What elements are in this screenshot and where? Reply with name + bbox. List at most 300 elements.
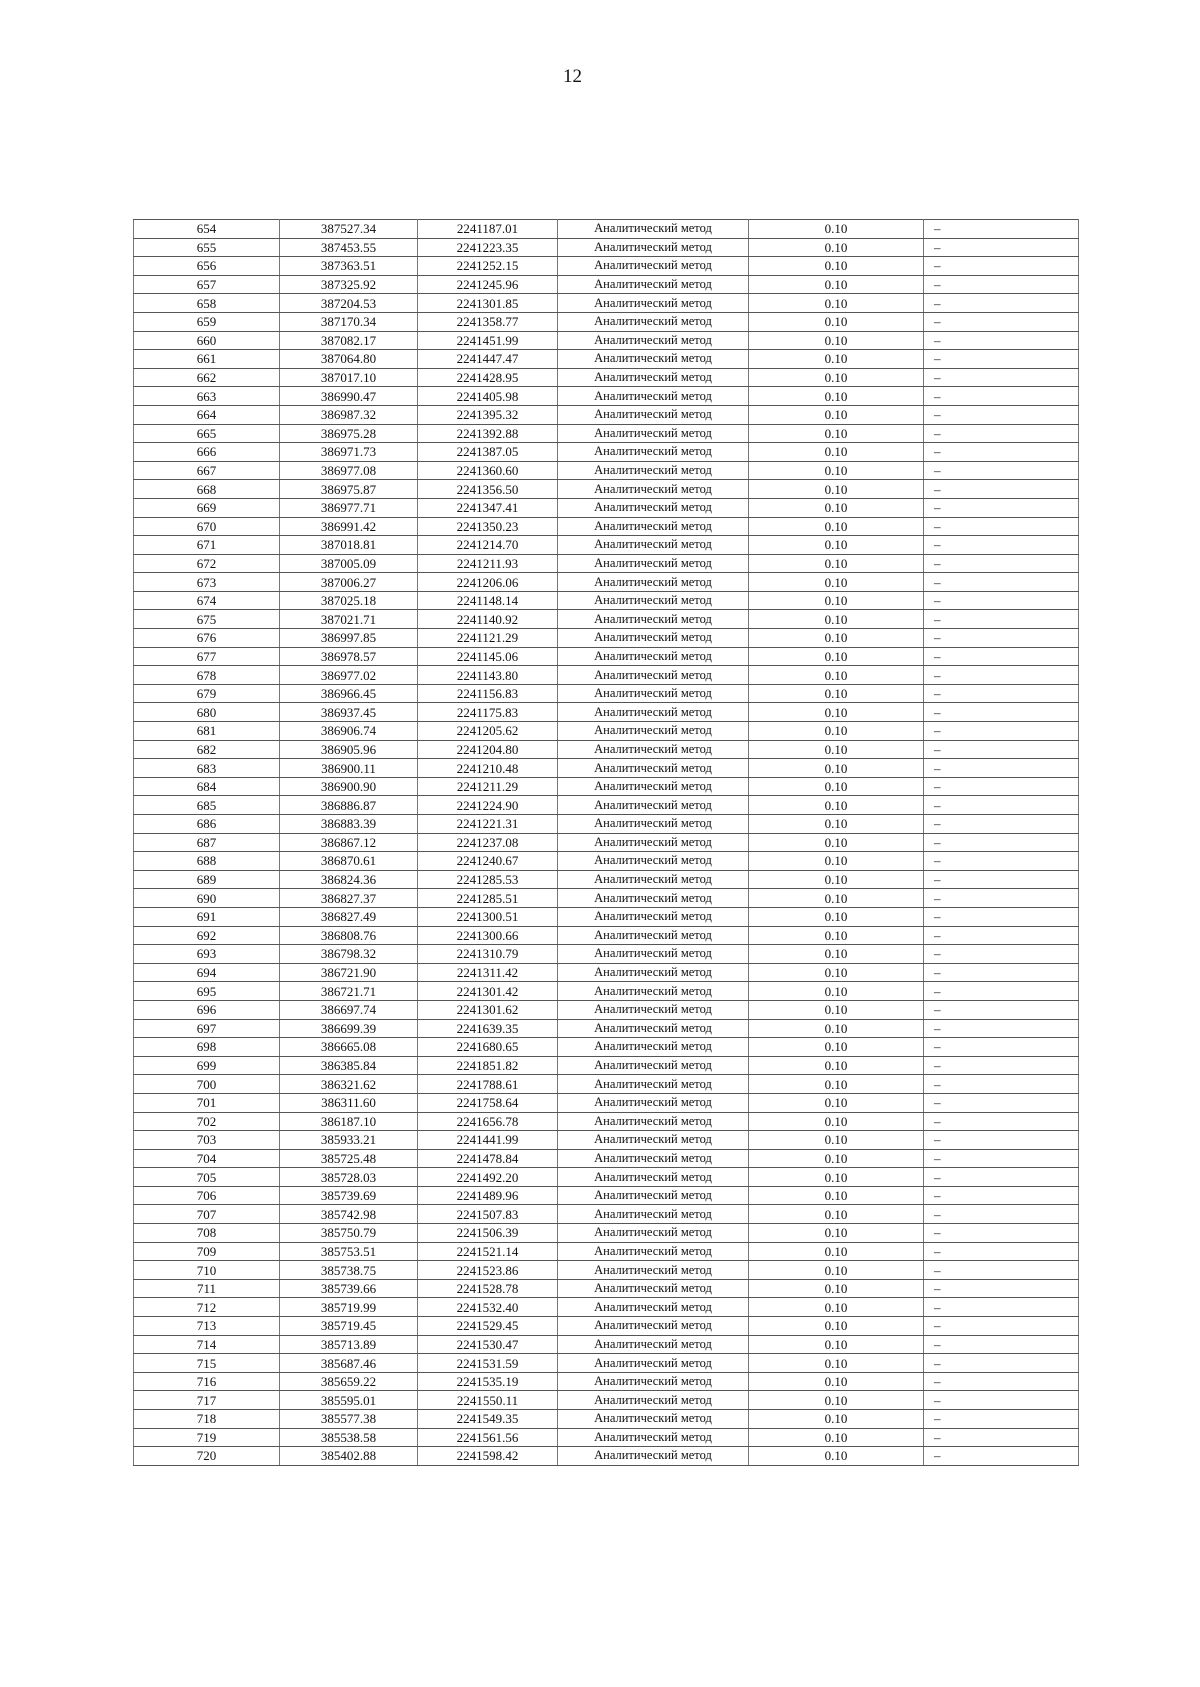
note-cell: – (924, 331, 1079, 350)
accuracy-cell: 0.10 (749, 1224, 924, 1243)
method-cell: Аналитический метод (558, 926, 749, 945)
method-cell: Аналитический метод (558, 1279, 749, 1298)
point-number-cell: 668 (134, 480, 280, 499)
point-number-cell: 663 (134, 387, 280, 406)
note-cell: – (924, 759, 1079, 778)
note-cell: – (924, 1075, 1079, 1094)
point-number-cell: 710 (134, 1261, 280, 1280)
note-cell: – (924, 536, 1079, 555)
point-number-cell: 704 (134, 1149, 280, 1168)
table-row (134, 945, 1079, 964)
note-cell: – (924, 833, 1079, 852)
x-coordinate-cell: 385538.58 (280, 1428, 418, 1447)
note-cell: – (924, 852, 1079, 871)
method-cell: Аналитический метод (558, 387, 749, 406)
y-coordinate-cell: 2241529.45 (418, 1317, 558, 1336)
accuracy-cell: 0.10 (749, 870, 924, 889)
x-coordinate-cell: 386937.45 (280, 703, 418, 722)
note-cell: – (924, 1428, 1079, 1447)
table-row (134, 554, 1079, 573)
point-number-cell: 697 (134, 1019, 280, 1038)
method-cell: Аналитический метод (558, 777, 749, 796)
x-coordinate-cell: 385728.03 (280, 1168, 418, 1187)
note-cell: – (924, 275, 1079, 294)
point-number-cell: 714 (134, 1335, 280, 1354)
method-cell: Аналитический метод (558, 666, 749, 685)
accuracy-cell: 0.10 (749, 573, 924, 592)
x-coordinate-cell: 385713.89 (280, 1335, 418, 1354)
note-cell: – (924, 945, 1079, 964)
accuracy-cell: 0.10 (749, 1149, 924, 1168)
note-cell: – (924, 870, 1079, 889)
point-number-cell: 715 (134, 1354, 280, 1373)
x-coordinate-cell: 385742.98 (280, 1205, 418, 1224)
note-cell: – (924, 1093, 1079, 1112)
table-row (134, 963, 1079, 982)
x-coordinate-cell: 387064.80 (280, 350, 418, 369)
y-coordinate-cell: 2241387.05 (418, 443, 558, 462)
note-cell: – (924, 684, 1079, 703)
note-cell: – (924, 1224, 1079, 1243)
method-cell: Аналитический метод (558, 1354, 749, 1373)
x-coordinate-cell: 386697.74 (280, 1000, 418, 1019)
accuracy-cell: 0.10 (749, 220, 924, 239)
y-coordinate-cell: 2241175.83 (418, 703, 558, 722)
accuracy-cell: 0.10 (749, 312, 924, 331)
note-cell: – (924, 1131, 1079, 1150)
method-cell: Аналитический метод (558, 703, 749, 722)
point-number-cell: 680 (134, 703, 280, 722)
accuracy-cell: 0.10 (749, 1000, 924, 1019)
method-cell: Аналитический метод (558, 815, 749, 834)
accuracy-cell: 0.10 (749, 238, 924, 257)
point-number-cell: 688 (134, 852, 280, 871)
method-cell: Аналитический метод (558, 591, 749, 610)
x-coordinate-cell: 385933.21 (280, 1131, 418, 1150)
table-row (134, 238, 1079, 257)
method-cell: Аналитический метод (558, 1205, 749, 1224)
x-coordinate-cell: 385595.01 (280, 1391, 418, 1410)
table-row (134, 220, 1079, 239)
y-coordinate-cell: 2241506.39 (418, 1224, 558, 1243)
point-number-cell: 687 (134, 833, 280, 852)
x-coordinate-cell: 386900.90 (280, 777, 418, 796)
accuracy-cell: 0.10 (749, 1131, 924, 1150)
x-coordinate-cell: 385739.69 (280, 1186, 418, 1205)
table-row (134, 1298, 1079, 1317)
y-coordinate-cell: 2241224.90 (418, 796, 558, 815)
y-coordinate-cell: 2241214.70 (418, 536, 558, 555)
note-cell: – (924, 1205, 1079, 1224)
accuracy-cell: 0.10 (749, 889, 924, 908)
x-coordinate-cell: 386900.11 (280, 759, 418, 778)
method-cell: Аналитический метод (558, 1242, 749, 1261)
page-number: 12 (563, 66, 582, 87)
method-cell: Аналитический метод (558, 443, 749, 462)
note-cell: – (924, 629, 1079, 648)
point-number-cell: 675 (134, 610, 280, 629)
x-coordinate-cell: 386721.71 (280, 982, 418, 1001)
accuracy-cell: 0.10 (749, 796, 924, 815)
accuracy-cell: 0.10 (749, 945, 924, 964)
accuracy-cell: 0.10 (749, 759, 924, 778)
method-cell: Аналитический метод (558, 1372, 749, 1391)
accuracy-cell: 0.10 (749, 722, 924, 741)
point-number-cell: 657 (134, 275, 280, 294)
table-row (134, 1372, 1079, 1391)
method-cell: Аналитический метод (558, 647, 749, 666)
table-row (134, 405, 1079, 424)
point-number-cell: 696 (134, 1000, 280, 1019)
point-number-cell: 661 (134, 350, 280, 369)
table-row (134, 740, 1079, 759)
note-cell: – (924, 703, 1079, 722)
method-cell: Аналитический метод (558, 796, 749, 815)
note-cell: – (924, 1410, 1079, 1429)
accuracy-cell: 0.10 (749, 777, 924, 796)
method-cell: Аналитический метод (558, 498, 749, 517)
x-coordinate-cell: 386827.37 (280, 889, 418, 908)
x-coordinate-cell: 386978.57 (280, 647, 418, 666)
accuracy-cell: 0.10 (749, 703, 924, 722)
table-row (134, 759, 1079, 778)
table-row (134, 926, 1079, 945)
point-number-cell: 679 (134, 684, 280, 703)
accuracy-cell: 0.10 (749, 926, 924, 945)
x-coordinate-cell: 386906.74 (280, 722, 418, 741)
method-cell: Аналитический метод (558, 1093, 749, 1112)
x-coordinate-cell: 386975.87 (280, 480, 418, 499)
table-row (134, 1317, 1079, 1336)
accuracy-cell: 0.10 (749, 1056, 924, 1075)
accuracy-cell: 0.10 (749, 1019, 924, 1038)
note-cell: – (924, 815, 1079, 834)
x-coordinate-cell: 385402.88 (280, 1447, 418, 1466)
method-cell: Аналитический метод (558, 424, 749, 443)
y-coordinate-cell: 2241140.92 (418, 610, 558, 629)
table-row (134, 1093, 1079, 1112)
y-coordinate-cell: 2241206.06 (418, 573, 558, 592)
method-cell: Аналитический метод (558, 1447, 749, 1466)
note-cell: – (924, 257, 1079, 276)
table-row (134, 1149, 1079, 1168)
note-cell: – (924, 1186, 1079, 1205)
table-row (134, 275, 1079, 294)
table-row (134, 517, 1079, 536)
point-number-cell: 681 (134, 722, 280, 741)
point-number-cell: 672 (134, 554, 280, 573)
point-number-cell: 691 (134, 907, 280, 926)
note-cell: – (924, 907, 1079, 926)
point-number-cell: 702 (134, 1112, 280, 1131)
method-cell: Аналитический метод (558, 1186, 749, 1205)
table-row (134, 461, 1079, 480)
accuracy-cell: 0.10 (749, 480, 924, 499)
table-row (134, 722, 1079, 741)
method-cell: Аналитический метод (558, 1056, 749, 1075)
table-row (134, 591, 1079, 610)
note-cell: – (924, 480, 1079, 499)
point-number-cell: 719 (134, 1428, 280, 1447)
accuracy-cell: 0.10 (749, 1410, 924, 1429)
x-coordinate-cell: 386977.71 (280, 498, 418, 517)
note-cell: – (924, 610, 1079, 629)
method-cell: Аналитический метод (558, 1000, 749, 1019)
point-number-cell: 665 (134, 424, 280, 443)
note-cell: – (924, 294, 1079, 313)
accuracy-cell: 0.10 (749, 815, 924, 834)
table-row (134, 480, 1079, 499)
x-coordinate-cell: 386311.60 (280, 1093, 418, 1112)
note-cell: – (924, 424, 1079, 443)
y-coordinate-cell: 2241121.29 (418, 629, 558, 648)
accuracy-cell: 0.10 (749, 536, 924, 555)
method-cell: Аналитический метод (558, 629, 749, 648)
method-cell: Аналитический метод (558, 945, 749, 964)
method-cell: Аналитический метод (558, 238, 749, 257)
point-number-cell: 720 (134, 1447, 280, 1466)
x-coordinate-cell: 386975.28 (280, 424, 418, 443)
y-coordinate-cell: 2241451.99 (418, 331, 558, 350)
method-cell: Аналитический метод (558, 536, 749, 555)
accuracy-cell: 0.10 (749, 443, 924, 462)
x-coordinate-cell: 387005.09 (280, 554, 418, 573)
note-cell: – (924, 573, 1079, 592)
method-cell: Аналитический метод (558, 257, 749, 276)
accuracy-cell: 0.10 (749, 331, 924, 350)
point-number-cell: 659 (134, 312, 280, 331)
y-coordinate-cell: 2241492.20 (418, 1168, 558, 1187)
point-number-cell: 698 (134, 1038, 280, 1057)
note-cell: – (924, 238, 1079, 257)
y-coordinate-cell: 2241441.99 (418, 1131, 558, 1150)
accuracy-cell: 0.10 (749, 1075, 924, 1094)
point-number-cell: 705 (134, 1168, 280, 1187)
note-cell: – (924, 963, 1079, 982)
method-cell: Аналитический метод (558, 573, 749, 592)
y-coordinate-cell: 2241507.83 (418, 1205, 558, 1224)
x-coordinate-cell: 386883.39 (280, 815, 418, 834)
table-row (134, 1038, 1079, 1057)
table-row (134, 573, 1079, 592)
method-cell: Аналитический метод (558, 1317, 749, 1336)
accuracy-cell: 0.10 (749, 498, 924, 517)
accuracy-cell: 0.10 (749, 294, 924, 313)
accuracy-cell: 0.10 (749, 629, 924, 648)
method-cell: Аналитический метод (558, 1149, 749, 1168)
note-cell: – (924, 1056, 1079, 1075)
note-cell: – (924, 1000, 1079, 1019)
point-number-cell: 711 (134, 1279, 280, 1298)
method-cell: Аналитический метод (558, 275, 749, 294)
y-coordinate-cell: 2241549.35 (418, 1410, 558, 1429)
y-coordinate-cell: 2241285.51 (418, 889, 558, 908)
point-number-cell: 699 (134, 1056, 280, 1075)
y-coordinate-cell: 2241210.48 (418, 759, 558, 778)
table-row (134, 982, 1079, 1001)
y-coordinate-cell: 2241528.78 (418, 1279, 558, 1298)
method-cell: Аналитический метод (558, 554, 749, 573)
x-coordinate-cell: 385577.38 (280, 1410, 418, 1429)
table-row (134, 703, 1079, 722)
point-number-cell: 678 (134, 666, 280, 685)
note-cell: – (924, 1298, 1079, 1317)
note-cell: – (924, 350, 1079, 369)
y-coordinate-cell: 2241531.59 (418, 1354, 558, 1373)
accuracy-cell: 0.10 (749, 424, 924, 443)
note-cell: – (924, 777, 1079, 796)
note-cell: – (924, 220, 1079, 239)
accuracy-cell: 0.10 (749, 1428, 924, 1447)
accuracy-cell: 0.10 (749, 350, 924, 369)
x-coordinate-cell: 386905.96 (280, 740, 418, 759)
x-coordinate-cell: 386187.10 (280, 1112, 418, 1131)
point-number-cell: 658 (134, 294, 280, 313)
accuracy-cell: 0.10 (749, 591, 924, 610)
table-row (134, 796, 1079, 815)
y-coordinate-cell: 2241148.14 (418, 591, 558, 610)
note-cell: – (924, 312, 1079, 331)
point-number-cell: 684 (134, 777, 280, 796)
y-coordinate-cell: 2241221.31 (418, 815, 558, 834)
method-cell: Аналитический метод (558, 870, 749, 889)
y-coordinate-cell: 2241360.60 (418, 461, 558, 480)
point-number-cell: 667 (134, 461, 280, 480)
table-row (134, 368, 1079, 387)
y-coordinate-cell: 2241358.77 (418, 312, 558, 331)
y-coordinate-cell: 2241301.62 (418, 1000, 558, 1019)
point-number-cell: 707 (134, 1205, 280, 1224)
accuracy-cell: 0.10 (749, 275, 924, 294)
x-coordinate-cell: 386721.90 (280, 963, 418, 982)
y-coordinate-cell: 2241245.96 (418, 275, 558, 294)
table-row (134, 1410, 1079, 1429)
y-coordinate-cell: 2241300.51 (418, 907, 558, 926)
y-coordinate-cell: 2241204.80 (418, 740, 558, 759)
y-coordinate-cell: 2241598.42 (418, 1447, 558, 1466)
method-cell: Аналитический метод (558, 294, 749, 313)
method-cell: Аналитический метод (558, 907, 749, 926)
note-cell: – (924, 982, 1079, 1001)
y-coordinate-cell: 2241187.01 (418, 220, 558, 239)
table-row (134, 684, 1079, 703)
table-row (134, 666, 1079, 685)
x-coordinate-cell: 385687.46 (280, 1354, 418, 1373)
point-number-cell: 670 (134, 517, 280, 536)
accuracy-cell: 0.10 (749, 852, 924, 871)
point-number-cell: 669 (134, 498, 280, 517)
table-row (134, 1056, 1079, 1075)
x-coordinate-cell: 386808.76 (280, 926, 418, 945)
table-row (134, 536, 1079, 555)
accuracy-cell: 0.10 (749, 257, 924, 276)
y-coordinate-cell: 2241521.14 (418, 1242, 558, 1261)
y-coordinate-cell: 2241311.42 (418, 963, 558, 982)
point-number-cell: 694 (134, 963, 280, 982)
x-coordinate-cell: 386977.02 (280, 666, 418, 685)
y-coordinate-cell: 2241550.11 (418, 1391, 558, 1410)
note-cell: – (924, 1335, 1079, 1354)
x-coordinate-cell: 387204.53 (280, 294, 418, 313)
y-coordinate-cell: 2241211.93 (418, 554, 558, 573)
method-cell: Аналитический метод (558, 1428, 749, 1447)
note-cell: – (924, 1038, 1079, 1057)
note-cell: – (924, 889, 1079, 908)
point-number-cell: 666 (134, 443, 280, 462)
method-cell: Аналитический метод (558, 1391, 749, 1410)
x-coordinate-cell: 387325.92 (280, 275, 418, 294)
note-cell: – (924, 368, 1079, 387)
point-number-cell: 685 (134, 796, 280, 815)
x-coordinate-cell: 386870.61 (280, 852, 418, 871)
point-number-cell: 713 (134, 1317, 280, 1336)
accuracy-cell: 0.10 (749, 1186, 924, 1205)
y-coordinate-cell: 2241300.66 (418, 926, 558, 945)
method-cell: Аналитический метод (558, 610, 749, 629)
note-cell: – (924, 443, 1079, 462)
x-coordinate-cell: 386991.42 (280, 517, 418, 536)
x-coordinate-cell: 386990.47 (280, 387, 418, 406)
method-cell: Аналитический метод (558, 1261, 749, 1280)
point-number-cell: 709 (134, 1242, 280, 1261)
point-number-cell: 701 (134, 1093, 280, 1112)
note-cell: – (924, 926, 1079, 945)
y-coordinate-cell: 2241143.80 (418, 666, 558, 685)
point-number-cell: 677 (134, 647, 280, 666)
table-row (134, 1428, 1079, 1447)
accuracy-cell: 0.10 (749, 1279, 924, 1298)
method-cell: Аналитический метод (558, 684, 749, 703)
y-coordinate-cell: 2241237.08 (418, 833, 558, 852)
x-coordinate-cell: 385750.79 (280, 1224, 418, 1243)
accuracy-cell: 0.10 (749, 740, 924, 759)
note-cell: – (924, 796, 1079, 815)
method-cell: Аналитический метод (558, 759, 749, 778)
method-cell: Аналитический метод (558, 1019, 749, 1038)
table-row (134, 387, 1079, 406)
accuracy-cell: 0.10 (749, 1298, 924, 1317)
point-number-cell: 686 (134, 815, 280, 834)
accuracy-cell: 0.10 (749, 833, 924, 852)
point-number-cell: 717 (134, 1391, 280, 1410)
note-cell: – (924, 1112, 1079, 1131)
note-cell: – (924, 1317, 1079, 1336)
y-coordinate-cell: 2241392.88 (418, 424, 558, 443)
accuracy-cell: 0.10 (749, 1372, 924, 1391)
x-coordinate-cell: 386966.45 (280, 684, 418, 703)
y-coordinate-cell: 2241758.64 (418, 1093, 558, 1112)
y-coordinate-cell: 2241356.50 (418, 480, 558, 499)
note-cell: – (924, 1149, 1079, 1168)
accuracy-cell: 0.10 (749, 387, 924, 406)
point-number-cell: 683 (134, 759, 280, 778)
table-row (134, 889, 1079, 908)
table-row (134, 1391, 1079, 1410)
table-row (134, 1261, 1079, 1280)
table-row (134, 1131, 1079, 1150)
point-number-cell: 695 (134, 982, 280, 1001)
method-cell: Аналитический метод (558, 1298, 749, 1317)
y-coordinate-cell: 2241639.35 (418, 1019, 558, 1038)
table-row (134, 1224, 1079, 1243)
x-coordinate-cell: 386867.12 (280, 833, 418, 852)
accuracy-cell: 0.10 (749, 982, 924, 1001)
table-row (134, 294, 1079, 313)
note-cell: – (924, 517, 1079, 536)
y-coordinate-cell: 2241205.62 (418, 722, 558, 741)
y-coordinate-cell: 2241145.06 (418, 647, 558, 666)
y-coordinate-cell: 2241211.29 (418, 777, 558, 796)
